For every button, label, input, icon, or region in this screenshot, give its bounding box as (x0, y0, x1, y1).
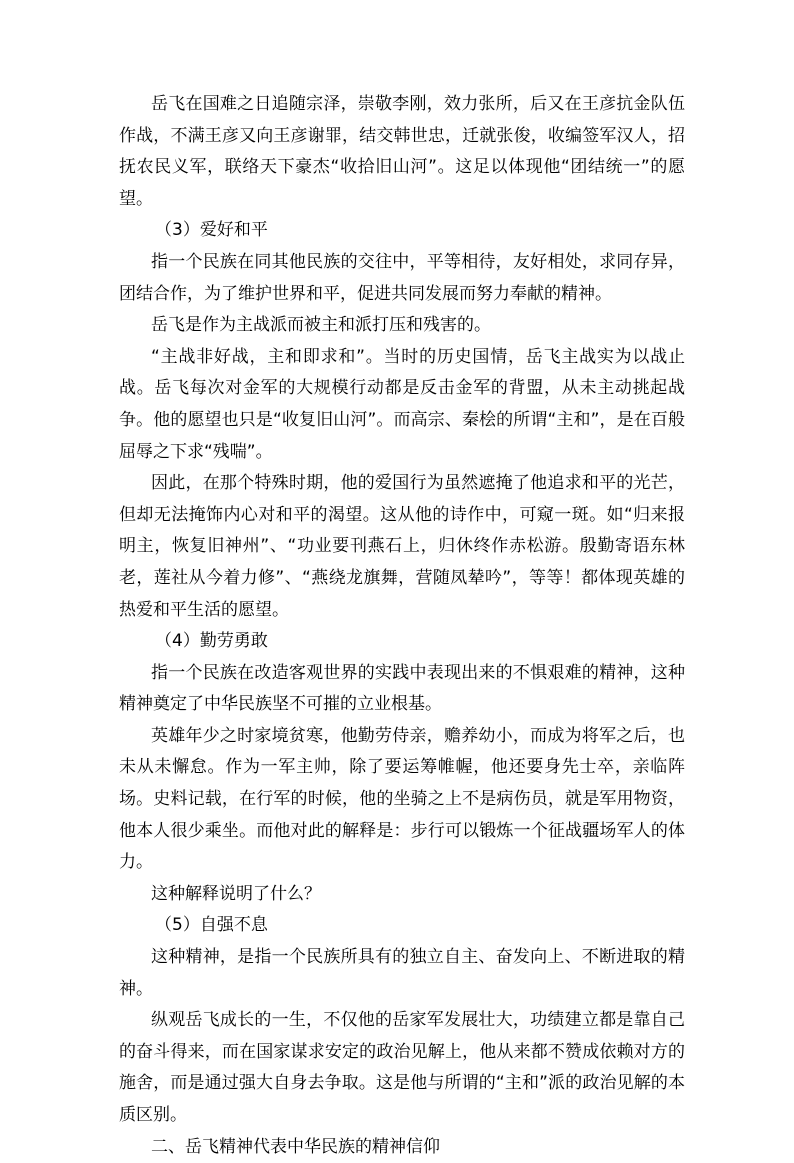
paragraph-zhuzhan-pai: 岳飞是作为主战派而被主和派打压和残害的。 (151, 315, 491, 336)
paragraph-tuanjie-example: 岳飞在国难之日追随宗泽，崇敬李刚，效力张所，后又在王彦抗金队伍作战，不满王彦又向王彦谢罪，结交韩世忠，迁就张俊，收编签军汉人，招抚农民义军，联络天下豪杰“收拾旧山河”。这足以体现他“团结统一”的愿望。 (119, 94, 685, 209)
paragraph-heping-kewang: 因此，在那个特殊时期，他的爱国行为虽然遮掩了他追求和平的光芒，但却无法掩饰内心对和平的渴望。这从他的诗作中，可窥一斑。如“归来报明主，恢复旧神州”、“功业要刊燕石上，归休终作赤松游。殷勤寄语东林老，莲社从今着力修”、“燕绕龙旗舞，营随凤辇吟”，等等！都体现英雄的热爱和平生活的愿望。 (119, 473, 685, 620)
paragraph-qinlao-example: 英雄年少之时家境贫寒，他勤劳侍亲，赡养幼小，而成为将军之后，也未从未懈怠。作为一军主帅，除了要运筹帷幄，他还要身先士卒，亲临阵场。史料记载，在行军的时候，他的坐骑之上不是病伤员，就是军用物资，他本人很少乘坐。而他对此的解释是：步行可以锻炼一个征战疆场军人的体力。 (119, 725, 685, 873)
section-heading-ziqiang-buxi: （5）自强不息 (155, 915, 268, 936)
section-heading-qinlao-yonggan: （4）勤劳勇敢 (155, 631, 268, 652)
paragraph-ziqiang-example: 纵观岳飞成长的一生，不仅他的岳家军发展壮大，功绩建立都是靠自己的奋斗得来，而在国家谋求安定的政治见解上，他从来都不赞成依赖对方的施舍，而是通过强大自身去争取。这是他与所谓的“主和”派的政治见解的本质区别。 (119, 1010, 685, 1125)
paragraph-heping-definition: 指一个民族在同其他民族的交往中，平等相待，友好相处，求同存异，团结合作，为了维护世界和平，促进共同发展而努力奉献的精神。 (119, 251, 685, 304)
paragraph-zhuzhan-fei-haozhan: “主战非好战，主和即求和”。当时的历史国情，岳飞主战实为以战止战。岳飞每次对金军的大规模行动都是反击金军的背盟，从未主动挑起战争。他的愿望也只是“收复旧山河”。而高宗、秦桧的所谓“主和”，是在百般屈辱之下求“残喘”。 (119, 346, 685, 462)
paragraph-question: 这种解释说明了什么？ (151, 883, 321, 904)
section-heading-jingshen-xinyang: 二、岳飞精神代表中华民族的精神信仰 (151, 1136, 440, 1157)
document-body (119, 89, 685, 1163)
paragraph-ziqiang-definition: 这种精神，是指一个民族所具有的独立自主、奋发向上、不断进取的精神。 (119, 947, 685, 999)
paragraph-qinlao-definition: 指一个民族在改造客观世界的实践中表现出来的不惧艰难的精神，这种精神奠定了中华民族坚不可摧的立业根基。 (119, 662, 685, 715)
section-heading-aihao-heping: （3）爱好和平 (155, 220, 268, 241)
